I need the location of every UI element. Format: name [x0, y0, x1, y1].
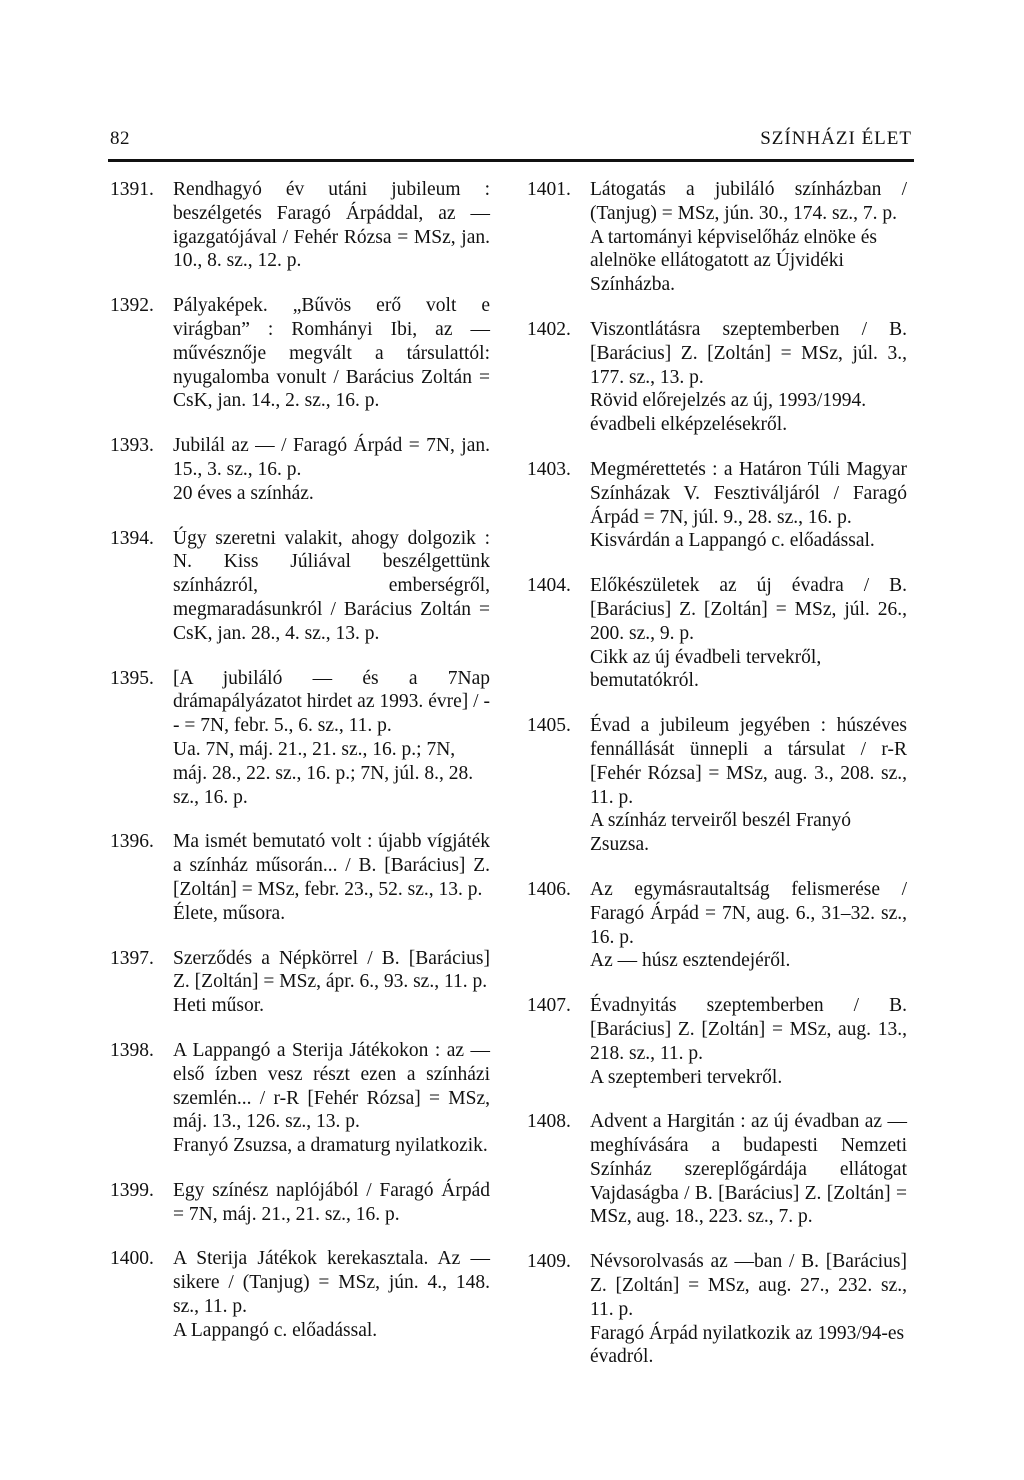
bibliography-entry [110, 1247, 490, 1342]
entry-text: Viszontlátásra szeptemberben / B. [Barácius] Z. [Zoltán] = MSz, júl. 3., 177. sz., 13. p. [590, 318, 907, 388]
entry-text: Ma ismét bemutató volt : újabb vígjáték a színház műsorán... / B. [Barácius] Z. [Zoltán] = MSz, febr. 23., 52. sz., 13. p. [173, 831, 490, 900]
bibliography-entry [110, 667, 490, 810]
entry-text: Egy színész naplójából / Faragó Árpád = 7N, máj. 21., 21. sz., 16. p. [173, 1179, 490, 1225]
entry-text: Advent a Hargitán : az új évadban az — meghívására a budapesti Nemzeti Színház szereplőgárdája ellátogat Vajdaságba / B. [Barácius] Z. [Zoltán] = MSz, aug. 18., 223. sz., 7. p. [590, 1111, 907, 1228]
bibliography-entry [110, 294, 490, 413]
entry-annotation: Ua. 7N, máj. 21., 21. sz., 16. p.; 7N, máj. 28., 22. sz., 16. p.; 7N, júl. 8., 28. sz., 16. p. [173, 738, 474, 808]
running-title: SZÍNHÁZI ÉLET [760, 128, 912, 149]
entry-number: 1406. [527, 878, 571, 900]
entry-text: A Lappangó a Sterija Játékokon : az — első ízben vesz részt ezen a színházi szemlén... / r-R [Fehér Rózsa] = MSz, máj. 13., 126. sz., 13. p. [173, 1039, 490, 1133]
entry-text: Évad a jubileum jegyében : húszéves fennállását ünnepli a társulat / r-R [Fehér Rózsa] = MSz, aug. 3., 208. sz., 11. p. [590, 715, 907, 808]
entry-annotation: Cikk az új évadbeli tervekről, bemutatókról. [590, 646, 822, 692]
entry-annotation: Élete, műsora. [173, 902, 286, 924]
entry-annotation: A színház terveiről beszél Franyó Zsuzsa. [590, 810, 851, 856]
bibliography-entry [110, 178, 490, 273]
entry-number: 1396. [110, 831, 154, 853]
entry-text: Az egymásrautaltság felismerése / Faragó Árpád = 7N, aug. 6., 31–32. sz., 16. p. [590, 878, 907, 948]
entry-number: 1398. [110, 1039, 154, 1061]
entry-number: 1405. [527, 715, 571, 737]
header-rule [108, 159, 914, 162]
page-header [110, 128, 912, 168]
page-number: 82 [110, 128, 130, 149]
entry-annotation: Franyó Zsuzsa, a dramaturg nyilatkozik. [173, 1135, 488, 1157]
entry-text: A Sterija Játékok kerekasztala. Az — sikere / (Tanjug) = MSz, jún. 4., 148. sz., 11. p. [173, 1248, 490, 1318]
entry-number: 1404. [527, 575, 571, 597]
entry-annotation: A tartományi képviselőház elnöke és alelnöke ellátogatott az Újvidéki Színházba. [590, 226, 877, 296]
entry-number: 1395. [110, 667, 154, 689]
entry-number: 1400. [110, 1248, 154, 1270]
entry-text: Jubilál az — / Faragó Árpád = 7N, jan. 15., 3. sz., 16. p. [173, 435, 490, 480]
entry-text: Látogatás a jubiláló színházban / (Tanjug) = MSz, jún. 30., 174. sz., 7. p. [590, 179, 907, 224]
entry-text: Szerződés a Népkörrel / B. [Barácius] Z. [Zoltán] = MSz, ápr. 6., 93. sz., 11. p. [173, 947, 490, 993]
bibliography-entry [110, 947, 490, 1018]
bibliography-entry [527, 1110, 907, 1229]
entry-number: 1402. [527, 318, 571, 340]
entry-number: 1391. [110, 179, 154, 200]
entry-text: Évadnyitás szeptemberben / B. [Barácius] Z. [Zoltán] = MSz, aug. 13., 218. sz., 11. p. [590, 995, 907, 1064]
bibliography-entry [110, 830, 490, 925]
entry-text: Rendhagyó év utáni jubileum : beszélgetés Faragó Árpáddal, az — igazgatójával / Fehér Rózsa = MSz, jan. 10., 8. sz., 12. p. [173, 179, 490, 272]
bibliography-entry [110, 1179, 490, 1227]
bibliography-entry [527, 178, 907, 297]
entry-number: 1394. [110, 527, 154, 549]
bibliography-entry [527, 994, 907, 1089]
bibliography-entry [110, 1039, 490, 1158]
entry-number: 1401. [527, 179, 571, 200]
bibliography-entry [110, 434, 490, 505]
entry-number: 1397. [110, 947, 154, 969]
bibliography-entry [527, 318, 907, 437]
entry-text: Névsorolvasás az —ban / B. [Barácius] Z. [Zoltán] = MSz, aug. 27., 232. sz., 11. p. [590, 1251, 907, 1320]
entry-number: 1392. [110, 295, 154, 317]
entry-text: Megmérettetés : a Határon Túli Magyar Színházak V. Fesztiváljáról / Faragó Árpád = 7N, júl. 9., 28. sz., 16. p. [590, 458, 907, 528]
entry-annotation: Kisvárdán a Lappangó c. előadással. [590, 530, 875, 552]
entry-annotation: A szeptemberi tervekről. [590, 1066, 783, 1088]
bibliography-entry [527, 1250, 907, 1369]
entry-annotation: 20 éves a színház. [173, 482, 314, 504]
right-column [527, 178, 907, 1390]
left-column [110, 178, 490, 1364]
entry-number: 1407. [527, 995, 571, 1017]
entry-annotation: Faragó Árpád nyilatkozik az 1993/94-es évadról. [590, 1322, 905, 1368]
bibliography-entry [527, 458, 907, 553]
entry-number: 1409. [527, 1251, 571, 1273]
entry-text: [A jubiláló — és a 7Nap drámapályázatot hirdet az 1993. évre] / -- = 7N, febr. 5., 6. sz., 11. p. [173, 667, 490, 737]
entry-number: 1403. [527, 458, 571, 480]
entry-text: Előkészületek az új évadra / B. [Barácius] Z. [Zoltán] = MSz, júl. 26., 200. sz., 9. p. [590, 575, 907, 644]
bibliography-entry [527, 714, 907, 857]
entry-number: 1399. [110, 1179, 154, 1201]
entry-number: 1408. [527, 1111, 571, 1133]
entry-text: Pályaképek. „Bűvös erő volt e virágban” : Romhányi Ibi, az — művésznője megvált a társulattól: nyugalomba vonult / Barácius Zoltán = CsK, jan. 14., 2. sz., 16. p. [173, 295, 490, 412]
entry-number: 1393. [110, 435, 154, 457]
bibliography-entry [527, 878, 907, 973]
entry-annotation: Az — húsz esztendejéről. [590, 950, 791, 972]
entry-text: Úgy szeretni valakit, ahogy dolgozik : N. Kiss Júliával beszélgettünk színházról, emberségről, megmaradásunkról / Barácius Zoltán = CsK, jan. 28., 4. sz., 13. p. [173, 527, 490, 644]
entry-annotation: A Lappangó c. előadással. [173, 1319, 378, 1341]
entry-annotation: Heti műsor. [173, 995, 264, 1017]
bibliography-entry [110, 527, 490, 646]
entry-annotation: Rövid előrejelzés az új, 1993/1994. évadbeli elképzelésekről. [590, 390, 867, 436]
bibliography-entry [527, 574, 907, 693]
